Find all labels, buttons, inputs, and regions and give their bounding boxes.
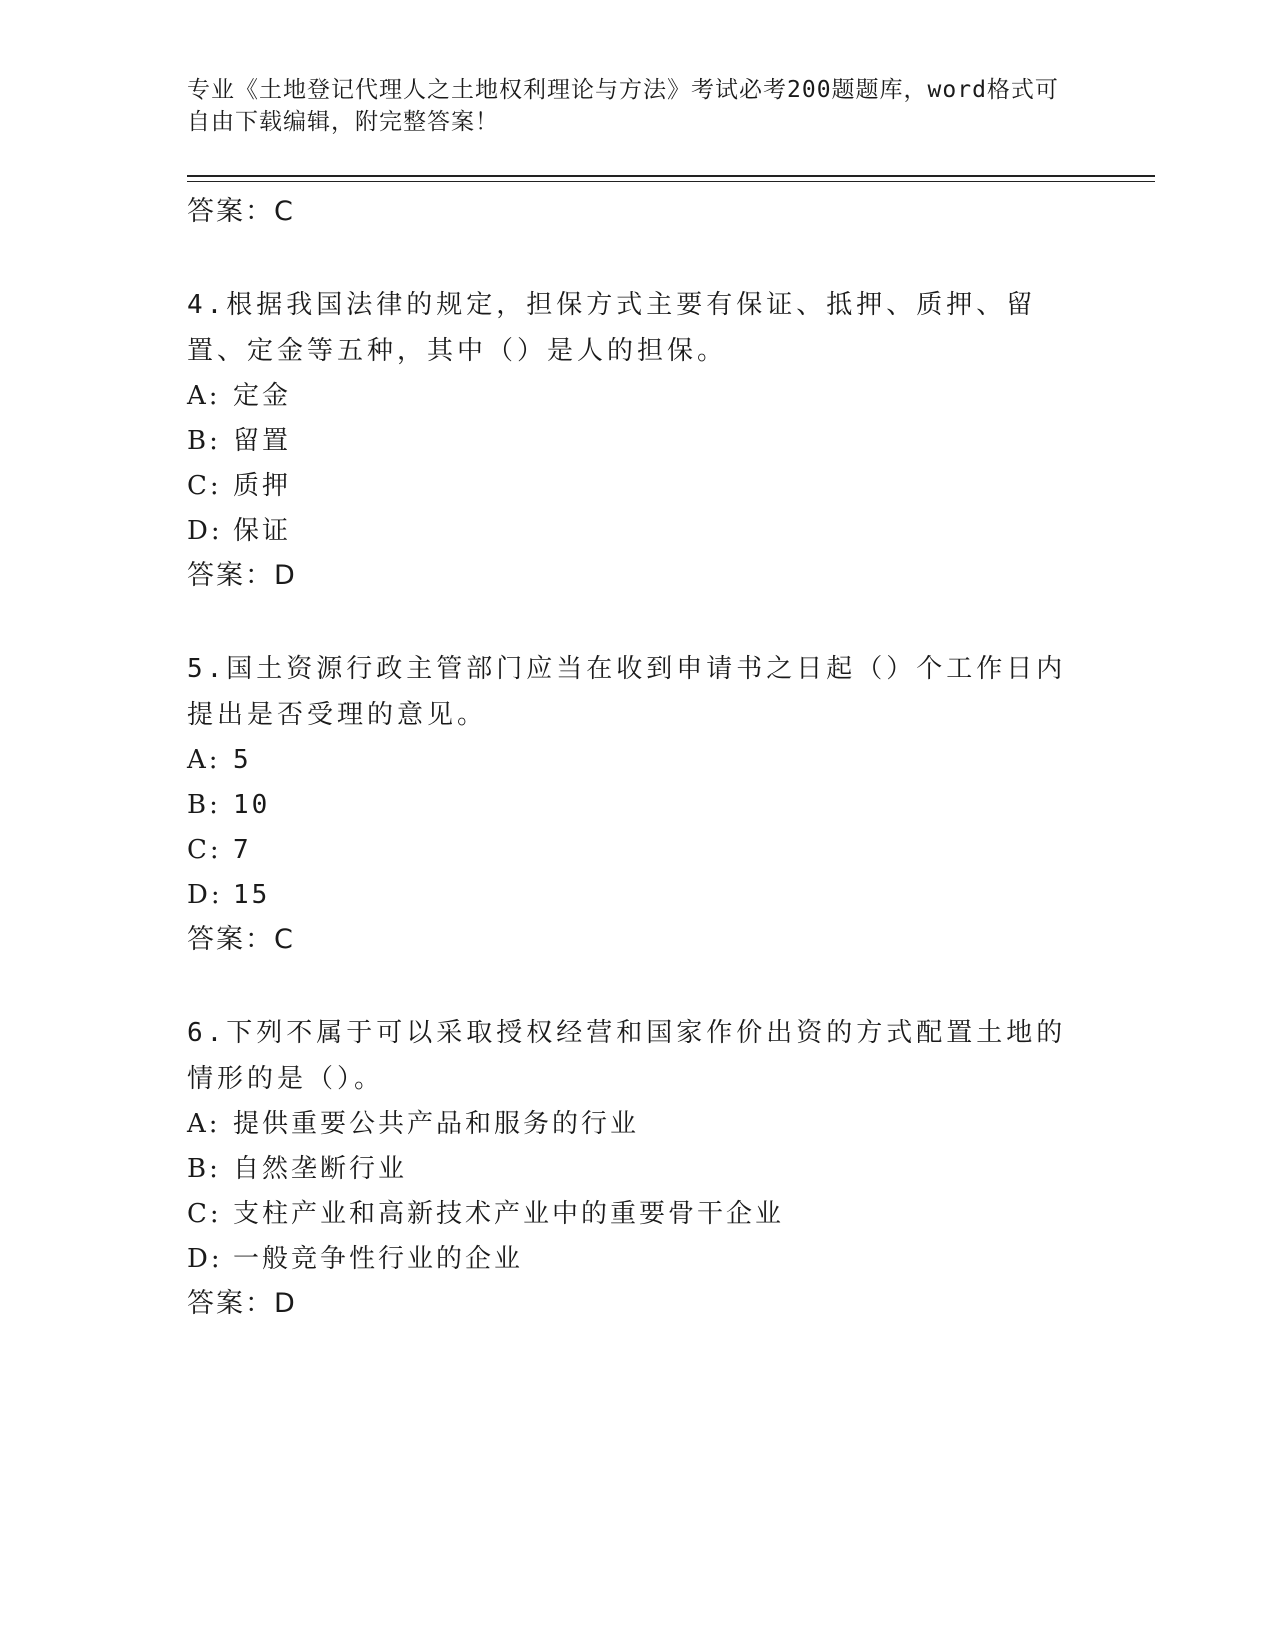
option-text: 支柱产业和高新技术产业中的重要骨干企业 xyxy=(233,1199,785,1229)
document-header: 专业《土地登记代理人之土地权利理论与方法》考试必考200题题库，word格式可自由下载编辑，附完整答案！ xyxy=(187,77,1059,135)
question-item xyxy=(187,1010,1087,1326)
option-a xyxy=(187,374,1087,419)
option-key: C: xyxy=(187,835,222,865)
answer-line: 答案：C xyxy=(187,924,295,955)
option-key: D: xyxy=(187,880,223,910)
question-item xyxy=(187,646,1087,962)
option-a xyxy=(187,738,1087,783)
option-key: A: xyxy=(187,381,221,411)
option-c xyxy=(187,464,1087,509)
option-key: A: xyxy=(187,1109,221,1139)
option-c xyxy=(187,1192,1087,1237)
option-text: 留置 xyxy=(233,426,292,456)
option-b xyxy=(187,1147,1087,1192)
option-c xyxy=(187,828,1087,873)
option-key: B: xyxy=(187,426,221,456)
answer-line: 答案：D xyxy=(187,560,297,591)
option-key: C: xyxy=(187,471,222,501)
question-item xyxy=(187,282,1087,598)
question-stem: 6.下列不属于可以采取授权经营和国家作价出资的方式配置土地的情形的是（）。 xyxy=(187,1018,1067,1094)
option-key: B: xyxy=(187,1154,221,1184)
option-text: 15 xyxy=(233,880,271,910)
option-d xyxy=(187,509,1087,554)
option-key: A: xyxy=(187,745,221,775)
option-text: 自然垄断行业 xyxy=(233,1154,408,1184)
option-text: 保证 xyxy=(233,516,292,546)
question-list xyxy=(187,190,1087,1326)
header-rule xyxy=(187,175,1155,177)
option-text: 定金 xyxy=(233,381,292,411)
option-d xyxy=(187,1237,1087,1282)
header-rule-thin xyxy=(187,181,1155,182)
previous-answer: 答案：C xyxy=(187,196,295,227)
option-key: C: xyxy=(187,1199,222,1229)
option-b xyxy=(187,419,1087,464)
option-text: 10 xyxy=(233,790,271,820)
question-stem: 4.根据我国法律的规定，担保方式主要有保证、抵押、质押、留置、定金等五种，其中（）是人的担保。 xyxy=(187,290,1037,366)
option-text: 一般竞争性行业的企业 xyxy=(233,1244,524,1274)
option-a xyxy=(187,1102,1087,1147)
option-text: 5 xyxy=(233,745,252,775)
option-key: D: xyxy=(187,516,223,546)
option-key: B: xyxy=(187,790,221,820)
option-b xyxy=(187,783,1087,828)
option-key: D: xyxy=(187,1244,223,1274)
option-text: 质押 xyxy=(233,471,292,501)
option-d xyxy=(187,873,1087,918)
option-text: 7 xyxy=(233,835,252,865)
question-stem: 5.国土资源行政主管部门应当在收到申请书之日起（）个工作日内提出是否受理的意见。 xyxy=(187,654,1067,730)
answer-line: 答案：D xyxy=(187,1288,297,1319)
option-text: 提供重要公共产品和服务的行业 xyxy=(233,1109,640,1139)
